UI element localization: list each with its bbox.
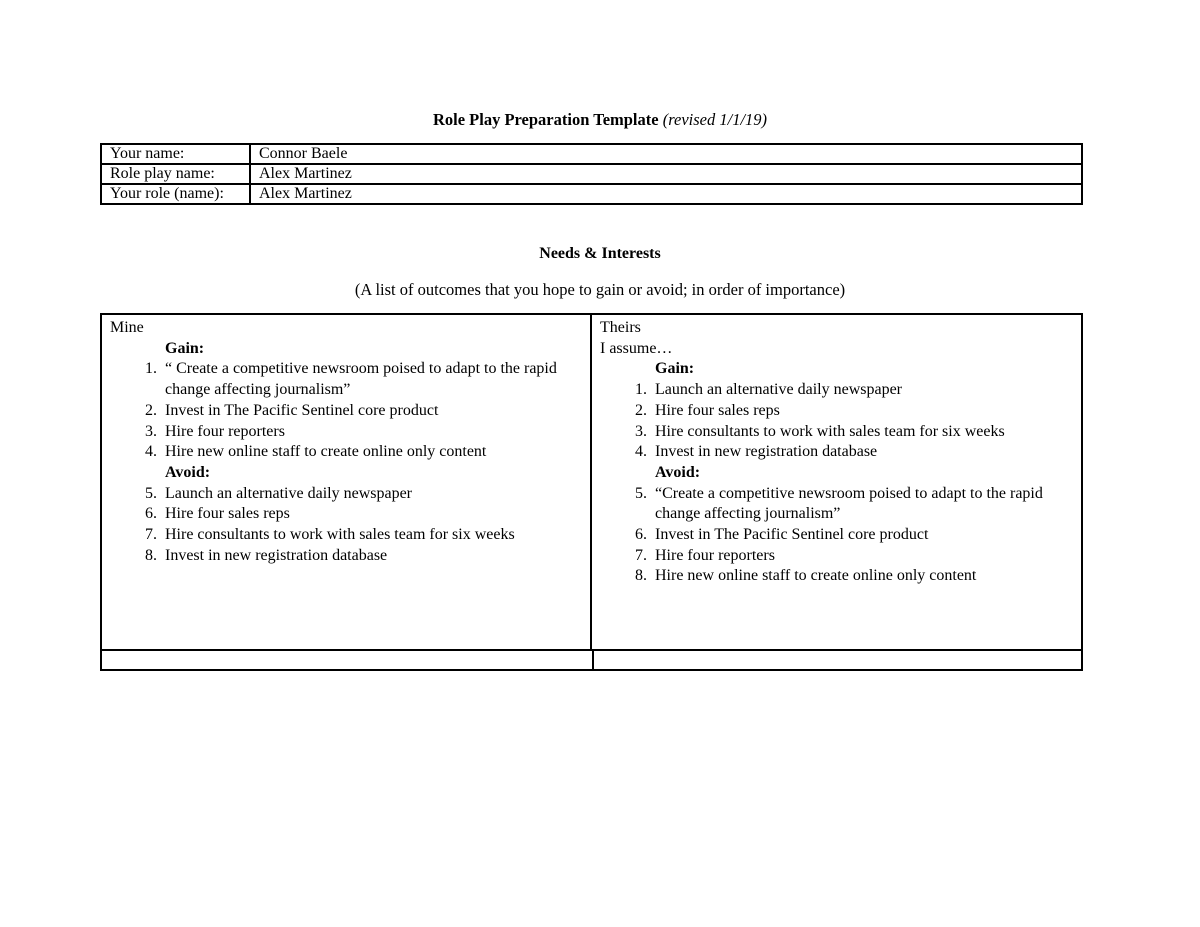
item-number: 7.: [145, 526, 157, 544]
list-item: [110, 401, 582, 422]
item-number: 5.: [145, 484, 157, 502]
item-number: 1.: [145, 360, 157, 378]
item-text: Invest in new registration database: [165, 546, 388, 564]
column-divider: [592, 651, 594, 671]
item-text: Hire consultants to work with sales team for six weeks: [165, 526, 515, 544]
mine-avoid-list: [110, 484, 582, 567]
theirs-gain-list: [600, 380, 1073, 463]
info-row: [101, 144, 1082, 164]
section-subheading: (A list of outcomes that you hope to gain or avoid; in order of importance): [354, 280, 846, 299]
item-text: Launch an alternative daily newspaper: [165, 484, 412, 502]
item-number: 4.: [145, 443, 157, 461]
list-item: [110, 504, 582, 525]
info-value: Connor Baele: [250, 144, 1082, 164]
info-row: [101, 164, 1082, 184]
list-item: [600, 525, 1073, 546]
item-number: 8.: [635, 567, 647, 585]
item-number: 8.: [145, 546, 157, 564]
list-item: [110, 422, 582, 443]
info-value: Alex Martinez: [250, 184, 1082, 204]
list-item: [110, 359, 582, 400]
info-label: Role play name:: [101, 164, 250, 184]
theirs-title: Theirs: [600, 319, 641, 336]
theirs-assume: I assume…: [600, 339, 673, 357]
mine-gain-label: Gain:: [165, 339, 205, 357]
item-text: Hire four sales reps: [165, 505, 290, 523]
item-number: 1.: [635, 381, 647, 399]
mine-gain-list: [110, 359, 582, 463]
info-value: Alex Martinez: [250, 164, 1082, 184]
section-heading: Needs & Interests: [539, 245, 661, 262]
list-item: [110, 525, 582, 546]
theirs-avoid-list: [600, 484, 1073, 588]
item-text: Hire four reporters: [655, 546, 775, 564]
item-text: Launch an alternative daily newspaper: [655, 381, 902, 399]
item-text: Hire new online staff to create online only content: [655, 567, 977, 585]
item-number: 6.: [635, 526, 647, 544]
item-number: 3.: [145, 422, 157, 440]
info-label: Your name:: [101, 144, 250, 164]
list-item: [110, 484, 582, 505]
list-item: [600, 401, 1073, 422]
item-number: 6.: [145, 505, 157, 523]
item-text: Invest in The Pacific Sentinel core product: [165, 401, 439, 419]
list-item: [600, 566, 1073, 587]
empty-row: [102, 649, 1081, 671]
title-text: Role Play Preparation Template: [432, 110, 659, 129]
item-text: Hire consultants to work with sales team for six weeks: [655, 422, 1005, 440]
info-row: [101, 184, 1082, 204]
list-item: [600, 422, 1073, 443]
info-label: Your role (name):: [101, 184, 250, 204]
item-text: Invest in The Pacific Sentinel core product: [655, 526, 929, 544]
item-text: Hire four sales reps: [655, 401, 780, 419]
item-number: 7.: [635, 546, 647, 564]
item-text: “ Create a competitive newsroom poised to adapt to the rapid change affecting journalism”: [165, 360, 557, 399]
theirs-avoid-label: Avoid:: [655, 463, 701, 481]
item-text: Invest in new registration database: [655, 443, 878, 461]
item-number: 4.: [635, 443, 647, 461]
info-table: [100, 143, 1083, 205]
item-text: Hire four reporters: [165, 422, 285, 440]
list-item: [600, 546, 1073, 567]
mine-title: Mine: [110, 319, 144, 336]
list-item: [600, 380, 1073, 401]
list-item: [600, 442, 1073, 463]
list-item: [110, 442, 582, 463]
item-text: Hire new online staff to create online only content: [165, 443, 487, 461]
revision-note: (revised 1/1/19): [662, 110, 768, 129]
item-number: 5.: [635, 484, 647, 502]
mine-avoid-label: Avoid:: [165, 463, 211, 481]
item-number: 2.: [635, 401, 647, 419]
item-text: “Create a competitive newsroom poised to adapt to the rapid change affecting journalism”: [655, 484, 1043, 523]
mine-column: [102, 315, 592, 649]
item-number: 3.: [635, 422, 647, 440]
theirs-gain-label: Gain:: [655, 360, 695, 378]
theirs-column: [592, 315, 1081, 649]
list-item: [600, 484, 1073, 525]
item-number: 2.: [145, 401, 157, 419]
page-title: [0, 110, 1200, 130]
list-item: [110, 546, 582, 567]
needs-table: [100, 313, 1083, 671]
